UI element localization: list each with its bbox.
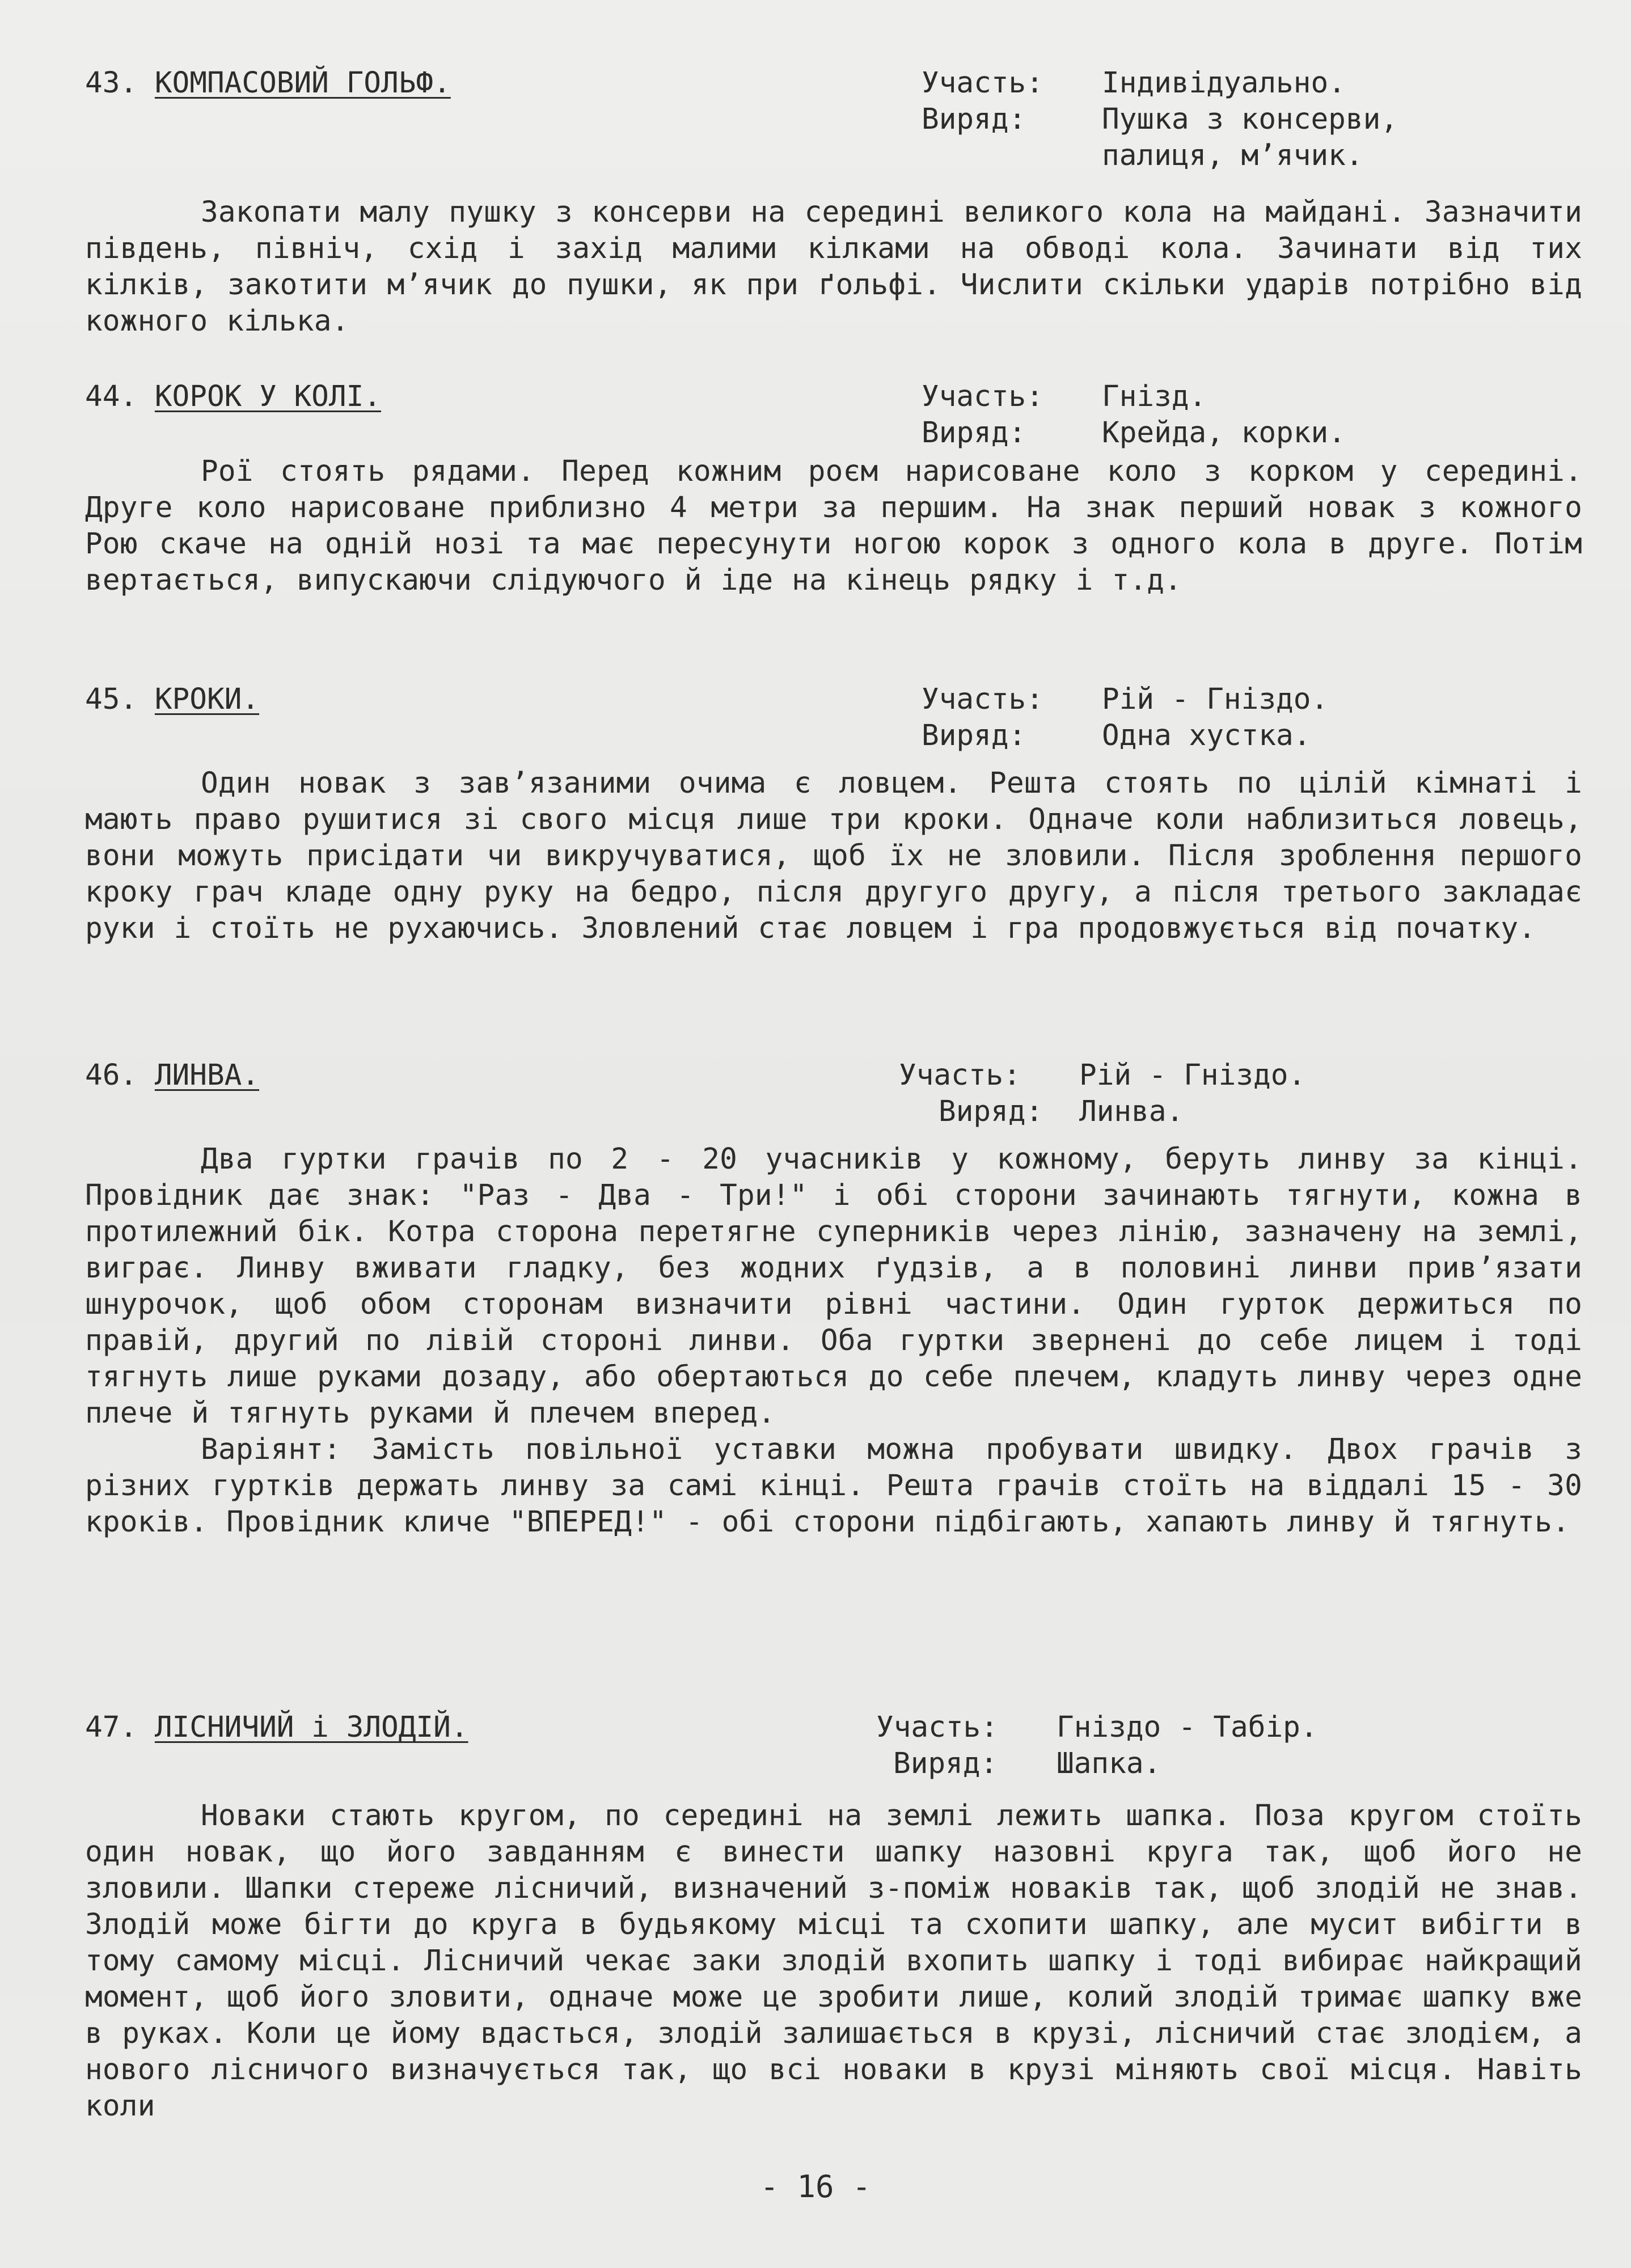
participation-value: Гнізд. xyxy=(1102,380,1207,413)
game-title: ЛИНВА. xyxy=(154,1059,260,1092)
equipment-value: Одна хустка. xyxy=(1102,719,1311,752)
paragraph: Закопати малу пушку з консерви на середині великого кола на майдані. Зазначити південь, північ, схід і захід малими кілками на обводі кола. Зачинати від тих кілків, закотити м’ячик до пушки, як при ґольфі. Числити скільки ударів потрібно від кожного кілька. xyxy=(85,196,1582,338)
participation-value: Рій - Гніздо. xyxy=(1079,1059,1306,1092)
game-number: 43. xyxy=(85,66,138,100)
game-title: КОРОК У КОЛІ. xyxy=(154,380,382,413)
game-meta xyxy=(922,65,1398,174)
participation-value: Індивідуально. xyxy=(1102,66,1346,100)
equipment-value: Пушка з консерви, xyxy=(1102,103,1398,136)
game-43 xyxy=(85,65,1582,340)
page-number: - 16 - xyxy=(760,2169,871,2204)
game-44 xyxy=(85,379,1582,599)
participation-label: Участь: xyxy=(922,683,1043,716)
game-heading xyxy=(85,65,451,101)
game-meta xyxy=(876,1710,1318,1782)
game-number: 45. xyxy=(85,683,138,716)
equipment-label: Виряд: xyxy=(893,1747,998,1780)
participation-label: Участь: xyxy=(922,66,1043,100)
game-heading xyxy=(85,682,259,718)
game-header xyxy=(85,379,1582,451)
game-meta xyxy=(922,682,1328,754)
participation-label: Участь: xyxy=(899,1059,1021,1092)
paragraph: Два гуртки грачів по 2 - 20 учасників у кожному, беруть линву за кінці. Провідник дає знак: "Раз - Два - Три!" і обі сторони зачинають тягнути, кожна в протилежний бік. Котра сторона перетягне суперників через лінію, зазначену на землі, виграє. Линву вживати гладку, без жодних ґудзів, а в половині линви прив’язати шнурочок, щоб обом сторонам визначити рівні частини. Один гурток держиться по правій, другий по лівій стороні линви. Оба гуртки звернені до себе лицем і тоді тягнуть лише руками дозаду, або обертаються до себе плечем, кладуть линву через одне плече й тягнуть руками й плечем вперед. xyxy=(85,1143,1582,1430)
game-47 xyxy=(85,1710,1582,2125)
participation-value: Гніздо - Табір. xyxy=(1057,1711,1318,1744)
equipment-label: Виряд: xyxy=(922,416,1026,450)
game-description xyxy=(85,754,1582,947)
game-number: 46. xyxy=(85,1059,138,1092)
equipment-value: Шапка. xyxy=(1057,1747,1161,1780)
game-description xyxy=(85,451,1582,599)
paragraph: Один новак з зав’язаними очима є ловцем. Решта стоять по цілій кімнаті і мають право рушитися зі свого місця лише три кроки. Одначе коли наблизиться ловець, вони можуть присідати чи викручуватися, щоб їх не зловили. Після зроблення першого кроку грач кладе одну руку на бедро, після другуго другу, а після третього закладає руки і стоїть не рухаючись. Зловлений стає ловцем і гра продовжується від початку. xyxy=(85,767,1582,945)
game-title: КРОКИ. xyxy=(154,683,260,716)
paragraph: Варіянт: Замість повільної уставки можна пробувати швидку. Двох грачів з різних гуртків держать линву за самі кінці. Решта грачів стоїть на віддалі 15 - 30 кроків. Провідник кличе "ВПЕРЕД!" - обі сторони підбігають, хапають линву й тягнуть. xyxy=(85,1433,1582,1539)
game-number: 47. xyxy=(85,1711,138,1744)
game-description xyxy=(85,1130,1582,1541)
equipment-value: Крейда, корки. xyxy=(1102,416,1346,450)
game-meta xyxy=(899,1057,1305,1130)
game-46 xyxy=(85,1057,1582,1541)
equipment-value: Линва. xyxy=(1079,1095,1184,1128)
participation-label: Участь: xyxy=(876,1711,998,1744)
game-title: КОМПАСОВИЙ ГОЛЬФ. xyxy=(154,66,451,100)
equipment-value: палиця, м’ячик. xyxy=(1102,139,1363,172)
equipment-label: Виряд: xyxy=(939,1095,1043,1128)
game-number: 44. xyxy=(85,380,138,413)
game-header xyxy=(85,682,1582,754)
game-header xyxy=(85,1057,1582,1130)
game-header xyxy=(85,1710,1582,1782)
paragraph: Рої стоять рядами. Перед кожним роєм нарисоване коло з корком у середині. Друге коло нарисоване приблизно 4 метри за першим. На знак перший новак з кожного Рою скаче на одній нозі та має пересунути ногою корок з одного кола в друге. Потім вертається, випускаючи слідуючого й іде на кінець рядку і т.д. xyxy=(85,455,1582,597)
game-meta xyxy=(922,379,1346,451)
equipment-label: Виряд: xyxy=(922,103,1026,136)
game-title: ЛІСНИЧИЙ і ЗЛОДІЙ. xyxy=(154,1711,468,1744)
game-description xyxy=(85,174,1582,340)
game-heading xyxy=(85,1710,468,1746)
paragraph: Новаки стають кругом, по середині на землі лежить шапка. Поза кругом стоїть один новак, що його завданням є винести шапку назовні круга так, щоб його не зловили. Шапки стереже лісничий, визначений з-поміж новаків так, щоб злодій не знав. Злодій може бігти до круга в будьякому місці та схопити шапку, але мусит вибігти в тому самому місці. Лісничий чекає заки злодій вхопить шапку і тоді вибирає найкращий момент, щоб його зловити, одначе може це зробити лише, колий злодій тримає шапку вже в руках. Коли це йому вдасться, злодій залишається в крузі, лісничий стає злодієм, а нового лісничого визначується так, що всі новаки в крузі міняють свої місця. Навіть коли xyxy=(85,1799,1582,2123)
game-45 xyxy=(85,682,1582,947)
participation-value: Рій - Гніздо. xyxy=(1102,683,1329,716)
participation-label: Участь: xyxy=(922,380,1043,413)
game-header xyxy=(85,65,1582,174)
game-heading xyxy=(85,379,381,415)
equipment-label: Виряд: xyxy=(922,719,1026,752)
game-heading xyxy=(85,1057,259,1094)
game-description xyxy=(85,1782,1582,2125)
